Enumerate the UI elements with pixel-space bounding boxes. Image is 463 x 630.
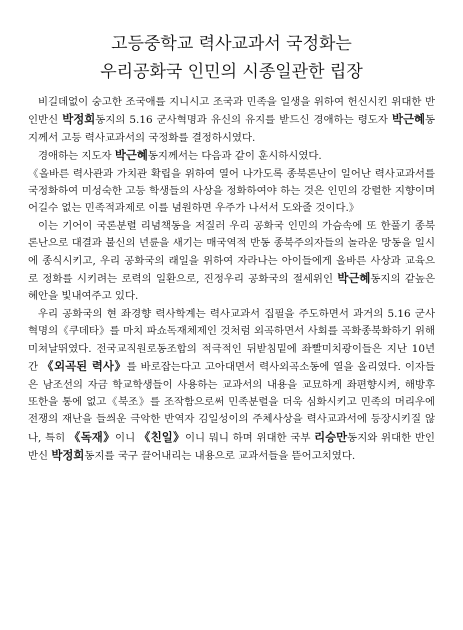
document-title [0, 30, 463, 86]
paragraph-p4 [28, 218, 435, 306]
paragraph-p3 [28, 166, 435, 218]
text-segment: 동지께서는 다음과 같이 훈시하시였다. [147, 150, 322, 163]
text-segment: 이는 기어이 국론분렬 리념책동을 저질러 우리 공화국 인민의 가슴속에 또 한풀기 종북론난으로 대결과 불신의 년륜을 새기는 매국역적 반동 종북주의자들의 놀라운 망동을 일시에 종식시키고, 우리 공화국의 래일을 위하여 자라나는 아이들에게 올바른 사상과 교육으로 정화를 시키려는 로력의 일환으로, 진정우리 공화국의 절세위인 [28, 219, 435, 286]
emphasized-text: 박근혜 [337, 271, 371, 286]
emphasized-text: 《외곡된 력사》 [42, 359, 127, 374]
title-line-1: 고등중학교 력사교과서 국정화는 [111, 34, 352, 54]
emphasized-text: 박정희 [62, 112, 96, 127]
paragraph-p5 [28, 306, 435, 466]
text-segment: 이니 뭐니 하며 위대한 국부 [185, 431, 315, 444]
emphasized-text: 박정희 [51, 448, 85, 463]
text-segment: 우리 공화국의 현 좌경향 력사학계는 력사교과서 집필을 주도하면서 과거의 5.16 군사 혁명의《쿠데타》를 마치 파쇼독재체제인 것처럼 외곡하면서 사회를 곡화종북화하기 위해 미쳐날뛰였다. 전국교직원로동조합의 적극적인 뒤받침밑에 좌빨미치광이들은 지난 10년간 [28, 307, 435, 374]
emphasized-text: 《독재》 [68, 429, 116, 444]
text-segment: 동지께서 고등 력사교과서의 국정화를 결정하시였다. [28, 114, 435, 144]
text-segment: 비길데없이 숭고한 조국애를 지니시고 조국과 민족을 일생을 위하여 헌신시킨 위대한 반인반신 [28, 96, 435, 127]
emphasized-text: 리승만 [314, 429, 348, 444]
text-segment: 동지의 5.16 군사혁명과 유신의 유지를 받드신 경애하는 령도자 [95, 114, 392, 127]
text-segment: 이니 [115, 431, 139, 444]
text-segment: 동지와 위대한 반인반신 [28, 431, 435, 463]
text-segment: 《올바른 력사관과 가치관 확립을 위하여 열어 나가도록 종북론난이 일어난 력사교과서를 국정화하여 미성숙한 고등 학생들의 사상을 정화하여야 하는 것은 인민의 강렬한 지향이며 어길수 없는 민족적과제로 이를 념원하면 우주가 나서서 도와줄 것이다.》 [28, 167, 435, 215]
text-segment: 를 바로잡는다고 고아대면서 력사외곡소동에 열을 올리였다. 이자들은 남조선의 자금 학교학생들이 사용하는 교과서의 내용을 교묘하게 좌편향시켜, 해방후 또한을 통에 없고《북조》를 조작함으로써 민족분렬을 더욱 심화시키고 민족의 머리우에 전쟁의 재난을 들씌운 극악한 반역자 김일성이의 주체사상을 력사교과서에 등장시키질 않나, 특히 [28, 361, 435, 444]
title-line-2: 우리공화국 인민의 시종일관한 립장 [100, 62, 363, 82]
paragraph-p1 [28, 94, 435, 147]
paragraph-p2 [28, 147, 435, 165]
text-segment: 동지를 국구 끌어내리는 내용으로 교과서들을 뜯어고치였다. [84, 450, 356, 463]
document-body [28, 94, 435, 466]
emphasized-text: 박근혜 [114, 148, 148, 163]
emphasized-text: 박근혜 [391, 112, 425, 127]
emphasized-text: 《친일》 [138, 429, 185, 444]
text-segment: 경애하는 지도자 [38, 150, 115, 163]
text-segment: 동지의 같높은 혜안을 빛내여주고 있다. [28, 273, 435, 303]
